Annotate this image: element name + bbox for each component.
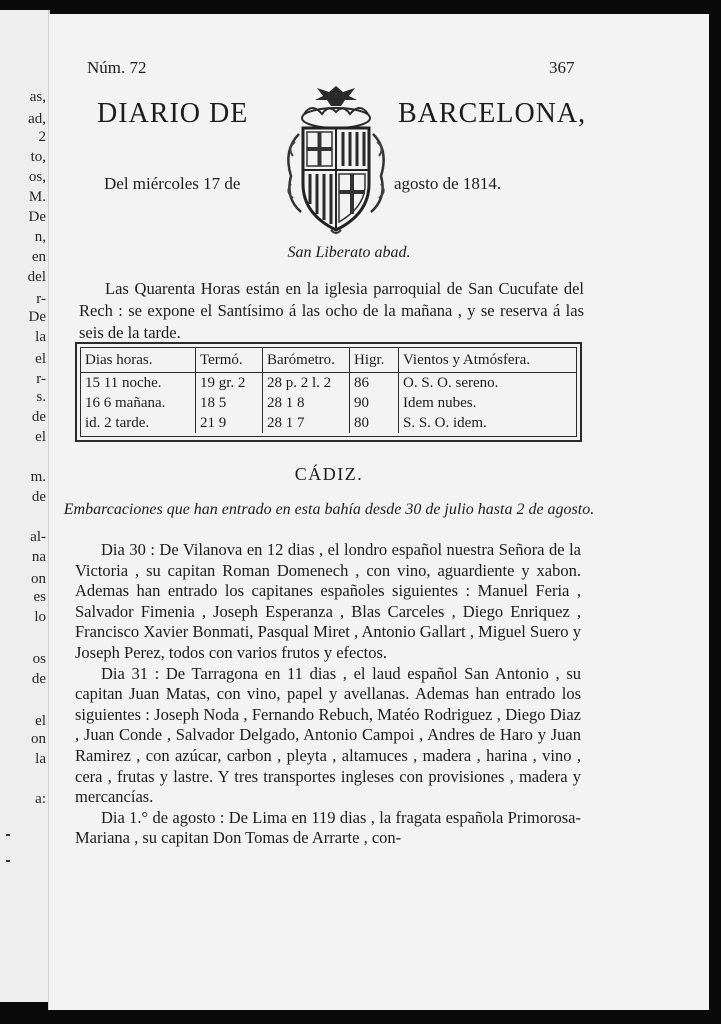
cell-barometro: 28 1 8 (263, 393, 350, 413)
left-page-text-fragment: la (35, 329, 46, 345)
cell-vientos: Idem nubes. (403, 394, 477, 411)
header-termometro: Termó. (196, 348, 263, 373)
left-page-text-fragment: el (35, 429, 46, 445)
left-page-text-fragment: to, (30, 149, 46, 165)
cell-termometro: 21 9 (196, 413, 263, 433)
left-page-text-fragment: on (31, 571, 46, 587)
left-page-text-fragment: al- (30, 529, 46, 545)
forty-hours-notice (79, 278, 584, 344)
cell-higrometro: 80 (350, 413, 399, 433)
masthead-title-right: BARCELONA, (398, 98, 587, 129)
left-page-text-fragment: r- (36, 371, 46, 387)
left-page-edge (0, 10, 50, 1002)
weather-table (75, 342, 582, 442)
left-page-text-fragment: m. (30, 469, 46, 485)
saint-of-the-day: San Liberato abad. (287, 244, 411, 261)
section-subtitle: Embarcaciones que han entrado en esta bahía desde 30 de julio hasta 2 de agosto. (63, 501, 595, 518)
header-vientos: Vientos y Atmósfera. (399, 348, 577, 373)
left-page-rule (6, 834, 10, 836)
cell-vientos: O. S. O. sereno. (403, 374, 499, 391)
left-page-text-fragment: a: (35, 791, 46, 807)
table-row (81, 373, 576, 394)
section-heading-cadiz: CÁDIZ. (294, 464, 364, 484)
cell-dias: 16 6 mañana. (81, 393, 196, 413)
cell-higrometro: 86 (350, 373, 399, 394)
left-page-text-fragment: r- (36, 291, 46, 307)
cell-dias: 15 11 noche. (81, 373, 196, 394)
article-paragraph: Dia 30 : De Vilanova en 12 dias , el londro español nuestra Señora de la Victoria , su capitan Roman Domenech , con vino, aguardiente y xabon. Ademas han entrado los capitanes españoles siguientes : Manuel Feria , Salvador Fimenia , Joseph Esperanza , Blas Carceles , Diego Enriquez , Francisco Xavier Bonmati, Pasqual Miret , Antonio Gallart , Miguel Suero y Joseph Perez, todos con varios frutos y efectos. (75, 540, 581, 662)
left-page-text-fragment: s. (36, 389, 46, 405)
cell-higrometro: 90 (350, 393, 399, 413)
cell-termometro: 18 5 (196, 393, 263, 413)
table-row (81, 393, 576, 413)
left-page-text-fragment: de (31, 489, 46, 505)
left-page-text-fragment: De (28, 209, 46, 225)
left-page-text-fragment: M. (28, 189, 46, 205)
article-paragraph: Dia 31 : De Tarragona en 11 dias , el laud español San Antonio , su capitan Juan Matas, con vino, papel y avellanas. Ademas han entrado los siguientes : Joseph Noda , Fernando Rebuch, Matéo Rodriguez , Diego Diaz , Juan Conde , Salvador Delgado, Antonio Campoi , Andres de Haro y Juan Ramirez , con azúcar, carbon , pleyta , altamuces , madera , harina , vino , cera , frutas y lastre. Y tres transportes ingleses con provisiones , madera y mercancías. (75, 663, 581, 807)
header-barometro: Barómetro. (263, 348, 350, 373)
date-line-right: agosto de 1814. (394, 174, 502, 193)
cell-barometro: 28 p. 2 l. 2 (263, 373, 350, 394)
left-page-text-fragment: el (35, 351, 46, 367)
document-page (48, 14, 709, 1010)
left-page-text-fragment: el (35, 713, 46, 729)
left-page-text-fragment: en (31, 249, 46, 265)
left-page-text-fragment: es (33, 589, 46, 605)
masthead-title-left: DIARIO DE (97, 98, 249, 129)
cell-vientos: S. S. O. idem. (403, 414, 487, 431)
left-page-text-fragment: 2 (38, 129, 46, 145)
cell-barometro: 28 1 7 (263, 413, 350, 433)
left-page-text-fragment: de (31, 671, 46, 687)
weather-table-header-row (81, 348, 576, 373)
left-page-text-fragment: on (31, 731, 46, 747)
article-paragraph: Dia 1.° de agosto : De Lima en 119 dias , la fragata española Primorosa-Mariana , su capitan Don Tomas de Arrarte , con- (75, 807, 581, 848)
left-page-text-fragment: na (31, 549, 46, 565)
barcelona-coat-of-arms-emblem (277, 80, 395, 240)
left-page-text-fragment: os, (28, 169, 46, 185)
left-page-text-fragment: la (35, 751, 46, 767)
left-page-text-fragment: del (27, 269, 46, 285)
left-page-text-fragment: de (31, 409, 46, 425)
table-row (81, 413, 576, 433)
left-page-text-fragment: De (28, 309, 46, 325)
date-line-left: Del miércoles 17 de (104, 174, 241, 193)
cell-dias: id. 2 tarde. (81, 413, 196, 433)
left-page-text-fragment: os (32, 651, 46, 667)
issue-number: Núm. 72 (87, 58, 147, 77)
header-dias-horas: Dias horas. (81, 348, 196, 373)
left-page-text-fragment: n, (34, 229, 46, 245)
article-body (75, 540, 581, 849)
left-page-rule (6, 860, 10, 862)
left-page-text-fragment: as, (29, 89, 46, 105)
left-page-text-fragment: lo (34, 609, 46, 625)
forty-hours-text: Las Quarenta Horas están en la iglesia parroquial de San Cucufate del Rech : se expone el Santísimo á las ocho de la mañana , y se reserva á las seis de la tarde. (79, 279, 584, 342)
cell-termometro: 19 gr. 2 (196, 373, 263, 394)
left-page-text-fragment: ad, (28, 111, 46, 127)
page-number: 367 (549, 58, 575, 77)
header-higrometro: Higr. (350, 348, 399, 373)
